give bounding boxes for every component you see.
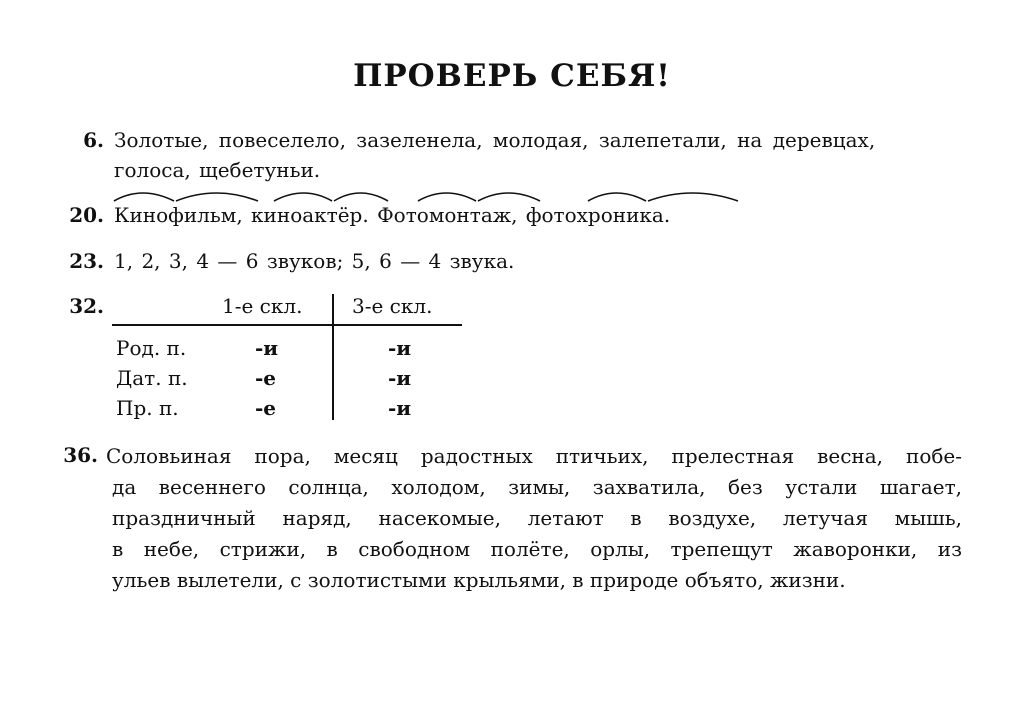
item-32-number: 32. (69, 294, 104, 318)
item-36-line-2: да весеннего солнца, холодом, зимы, захватила, без устали шагает, (112, 475, 962, 499)
table-cell-prepositional-3rd: -и (388, 396, 412, 420)
arc-kino-1 (114, 193, 174, 201)
item-6-line-1: Золотые, повеселело, зазеленела, молодая, залепетали, на деревцах, (114, 128, 876, 152)
item-36-line-3: праздничный наряд, насекомые, летают в воздухе, летучая мышь, (112, 506, 962, 530)
arc-foto-2 (588, 193, 646, 201)
table-cell-dative-1st: -е (255, 366, 277, 390)
item-6-line-2: голоса, щебетуньи. (114, 158, 321, 182)
item-36-paragraph (112, 472, 962, 596)
table-cell-genitive-3rd: -и (388, 336, 412, 360)
item-20-number: 20. (69, 203, 104, 227)
table-cell-genitive-1st: -и (255, 336, 279, 360)
table-column-divider (332, 294, 334, 420)
arc-montazh (478, 193, 540, 201)
item-6-number: 6. (83, 128, 104, 152)
table-cell-dative-3rd: -и (388, 366, 412, 390)
table-row-label-genitive: Род. п. (116, 336, 187, 360)
table-header-divider (112, 324, 462, 326)
page-title: ПРОВЕРЬ СЕБЯ! (353, 58, 671, 94)
table-cell-prepositional-1st: -е (255, 396, 277, 420)
arc-akter (334, 193, 388, 201)
table-header-3rd-declension: 3-е скл. (352, 294, 433, 318)
item-36-line-5: ульев вылетели, с золотистыми крыльями, в природе объято, жизни. (112, 568, 846, 592)
item-23-text: 1, 2, 3, 4 — 6 звуков; 5, 6 — 4 звука. (114, 249, 515, 273)
arc-kino-2 (274, 193, 332, 201)
table-header-1st-declension: 1-е скл. (222, 294, 303, 318)
item-36-line-4: в небе, стрижи, в свободном полёте, орлы, трепещут жаворонки, из (112, 537, 962, 561)
table-row-label-prepositional: Пр. п. (116, 396, 179, 420)
item-23-number: 23. (69, 249, 104, 273)
item-36-line-1: Соловьиная пора, месяц радостных птичьих, прелестная весна, побе- (106, 444, 962, 468)
item-20-text: Кинофильм, киноактёр. Фотомонтаж, фотохроника. (114, 203, 671, 227)
arc-foto-1 (418, 193, 476, 201)
arc-film (176, 193, 258, 201)
arc-khronika (648, 193, 738, 201)
item-36-number: 36. (63, 443, 98, 467)
table-row-label-dative: Дат. п. (116, 366, 188, 390)
